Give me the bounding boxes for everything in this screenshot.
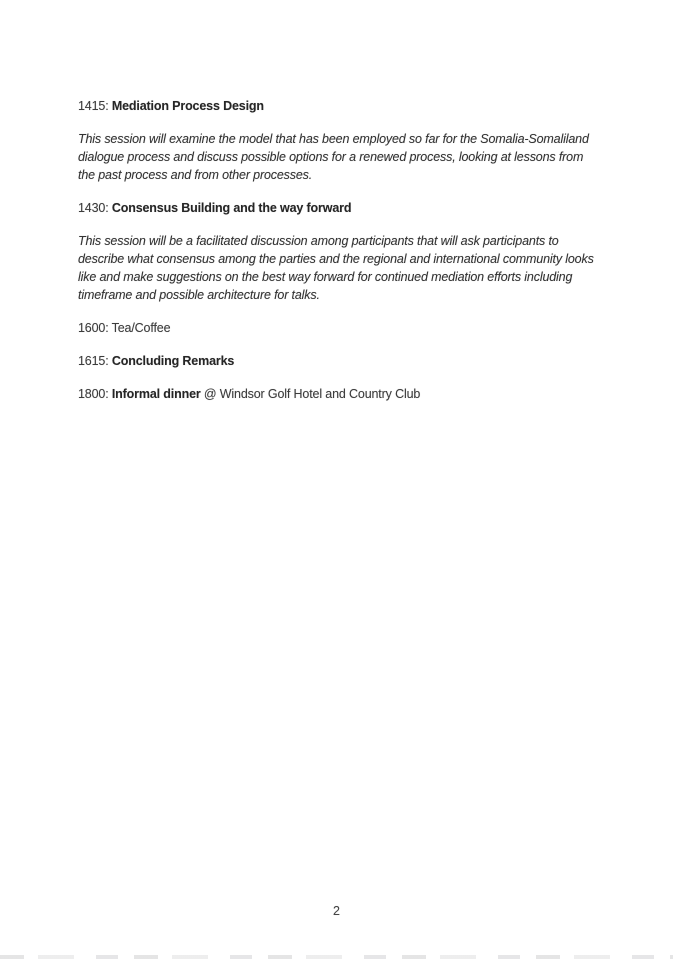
agenda-item-1800	[78, 385, 594, 403]
agenda-item-title: Informal dinner	[111, 387, 201, 401]
agenda-item-1615	[78, 352, 594, 370]
agenda-item-suffix: @ Windsor Golf Hotel and Country Club	[200, 387, 421, 401]
agenda-item-time: 1430:	[78, 201, 112, 215]
agenda-item-title: Consensus Building and the way forward	[111, 201, 352, 215]
agenda-item-title: Concluding Remarks	[111, 354, 235, 368]
session-description-mediation: This session will examine the model that has been employed so far for the Somalia-Somaliland dialogue process and discuss possible options for a renewed process, looking at lessons from the past process and from other processes.	[78, 132, 589, 182]
agenda-content	[78, 97, 594, 418]
agenda-item-time: 1600:	[78, 321, 112, 335]
agenda-item-time: 1800:	[78, 387, 112, 401]
agenda-item-1430	[78, 199, 594, 217]
agenda-item-1415	[78, 97, 594, 115]
scan-artifact-bottom-edge	[0, 955, 673, 959]
page-number: 2	[333, 904, 340, 918]
agenda-item-time: 1415:	[78, 99, 112, 113]
agenda-item-time: 1615:	[78, 354, 112, 368]
agenda-item-title: Mediation Process Design	[111, 99, 264, 113]
agenda-item-suffix: Tea/Coffee	[111, 321, 171, 335]
agenda-item-1600	[78, 319, 594, 337]
session-description-consensus: This session will be a facilitated discussion among participants that will ask participants to describe what consensus among the parties and the regional and international community looks like and make suggestions on the best way forward for continued mediation efforts including timeframe and possible architecture for talks.	[78, 234, 594, 302]
